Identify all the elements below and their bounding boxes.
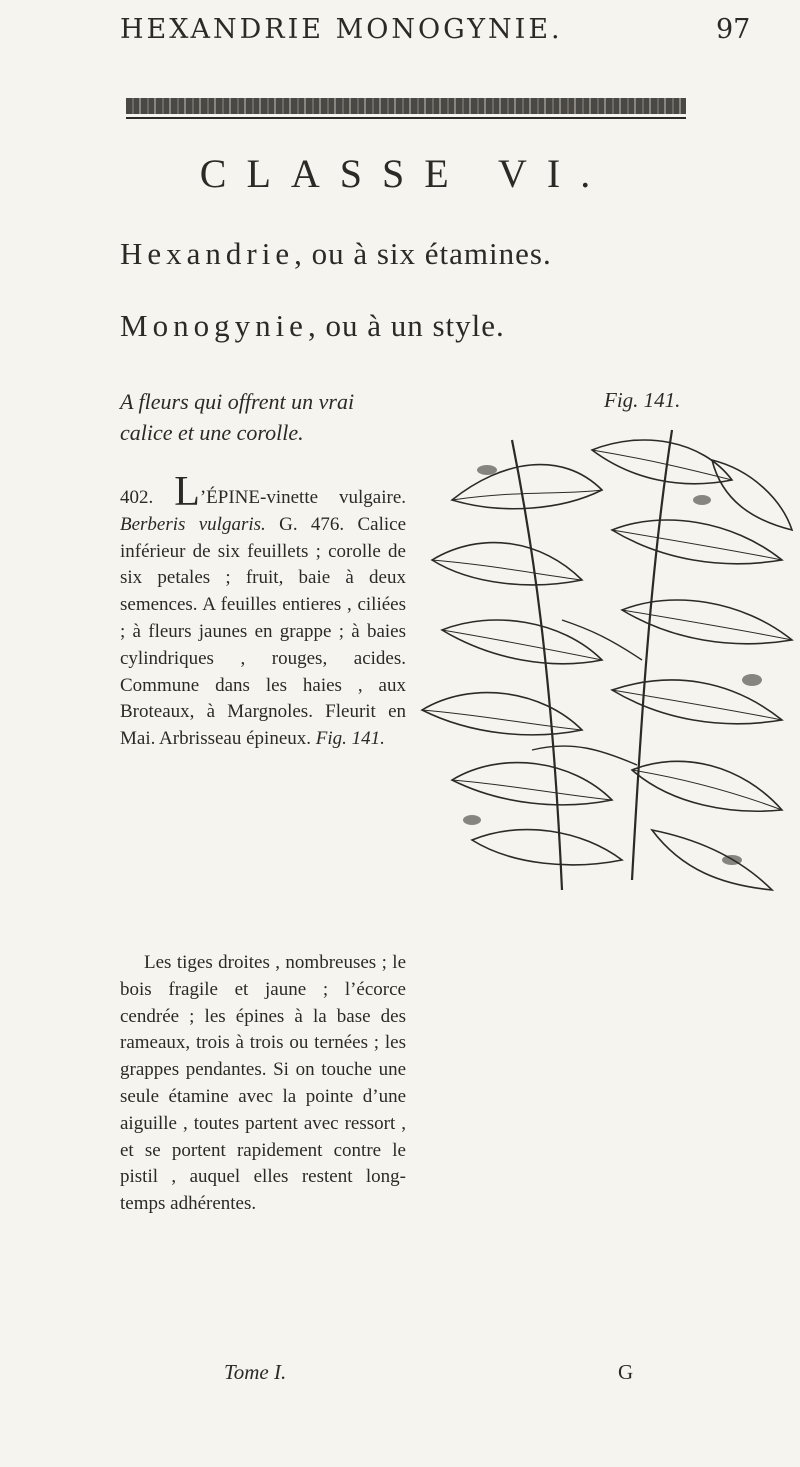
botanical-engraving-icon xyxy=(412,420,800,900)
footer-signature: G xyxy=(618,1360,634,1384)
monogynie-name: Monogynie xyxy=(120,308,308,343)
hexandrie-line xyxy=(120,236,552,272)
entry-dropcap: L xyxy=(174,469,200,515)
ornamental-band xyxy=(126,98,686,114)
running-head: HEXANDRIE MONOGYNIE. xyxy=(120,14,563,45)
footer-tome: Tome I. xyxy=(224,1360,287,1384)
entry-number: 402. xyxy=(120,487,154,508)
page-number: 97 xyxy=(716,14,751,45)
ornamental-rule xyxy=(126,117,686,119)
entry-reference: G. 476. xyxy=(279,513,345,535)
section-heading: A fleurs qui offrent un vrai calice et une corolle. xyxy=(120,389,355,445)
entry-latin-name: Berberis vulgaris. xyxy=(120,513,266,535)
classe-title: CLASSE VI. xyxy=(199,151,611,196)
entry-description: Calice inférieur de six feuillets ; corolle de six petales ; fruit, baie à deux semences. A feuilles entieres , ciliées ; à fleurs jaunes en grappe ; à baies cylindriques , rouges, acides. Commune dans les haies , aux Broteaux, à Margnoles. Fleurit en Mai. Arbrisseau épineux. xyxy=(120,513,407,750)
monogynie-line xyxy=(120,308,505,344)
entry-figure-reference: Fig. 141. xyxy=(315,728,385,750)
hexandrie-name: Hexandrie xyxy=(120,236,295,271)
description-paragraph: Les tiges droites , nombreuses ; le bois fragile et jaune ; l’écorce cendrée ; les épines à la base des rameaux, trois à trois ou ternées ; les grappes pendantes. Si on touche une seule étamine avec la pointe d’une aiguille , toutes partent avec ressort , et se portent rapidement contre le pistil , auquel elles restent long-temps adhérentes. xyxy=(120,952,406,1215)
hexandrie-description: , ou à six étamines. xyxy=(294,236,552,271)
figure-label: Fig. 141. xyxy=(604,388,681,412)
monogynie-description: , ou à un style. xyxy=(307,308,505,343)
entry-title: ’ÉPINE-vinette vulgaire. xyxy=(199,487,406,508)
species-entry xyxy=(120,469,407,753)
